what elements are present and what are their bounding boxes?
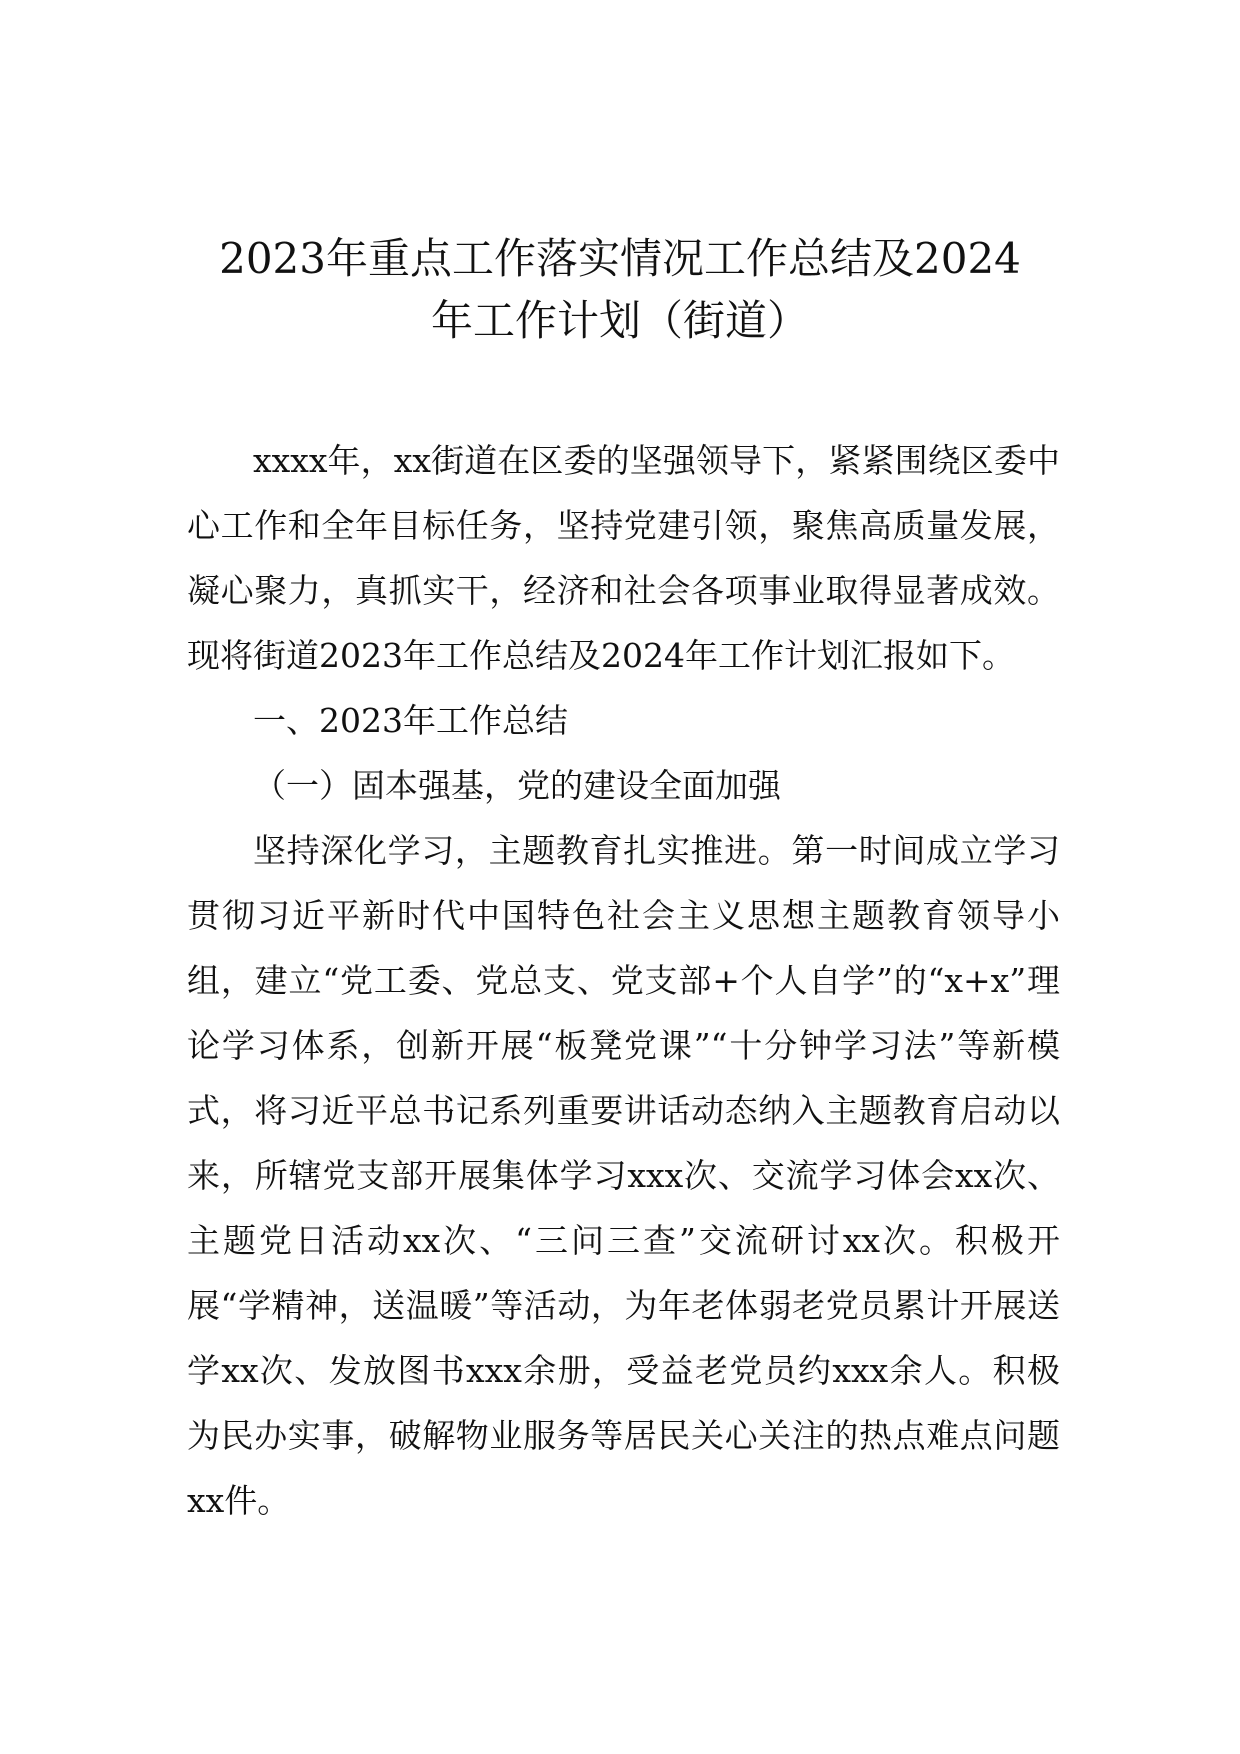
section-heading: 一、2023年工作总结 — [253, 701, 568, 740]
intro-paragraph: xxxx年，xx街道在区委的坚强领导下，紧紧围绕区委中心工作和全年目标任务，坚持党建引领，聚焦高质量发展，凝心聚力，真抓实干，经济和社会各项事业取得显著成效。现将街道2023年工作总结及2024年工作计划汇报如下。 — [187, 441, 1060, 675]
document-body — [187, 428, 1060, 1533]
body-paragraph: 坚持深化学习，主题教育扎实推进。第一时间成立学习贯彻习近平新时代中国特色社会主义思想主题教育领导小组，建立“党工委、党总支、党支部+个人自学”的“x+x”理论学习体系，创新开展“板凳党课”“十分钟学习法”等新模式，将习近平总书记系列重要讲话动态纳入主题教育启动以来，所辖党支部开展集体学习xxx次、交流学习体会xx次、主题党日活动xx次、“三问三查”交流研讨xx次。积极开展“学精神，送温暖”等活动，为年老体弱老党员累计开展送学xx次、发放图书xxx余册，受益老党员约xxx余人。积极为民办实事，破解物业服务等居民关心关注的热点难点问题xx件。 — [187, 831, 1060, 1520]
title-line-1: 2023年重点工作落实情况工作总结及2024 — [219, 234, 1021, 283]
title-line-2: 年工作计划（街道） — [430, 296, 809, 345]
subsection-heading: （一）固本强基，党的建设全面加强 — [253, 766, 781, 805]
document-title — [180, 228, 1060, 352]
